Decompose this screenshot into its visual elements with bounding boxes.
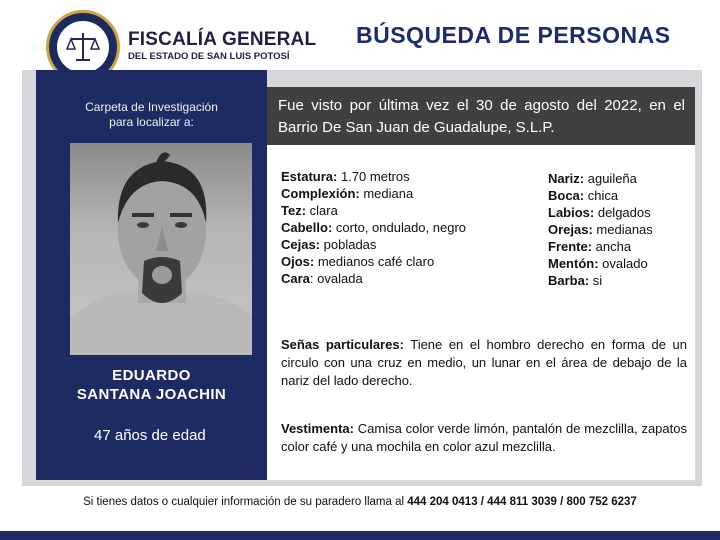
feature-label: Cejas: [281,237,321,252]
feature-value: 1.70 metros [337,169,410,184]
feature-label: Orejas: [548,222,593,237]
feature-label: Nariz: [548,171,585,186]
feature-row [281,168,466,185]
feature-row [281,185,466,202]
bottom-bar [0,531,720,540]
feature-label: Frente: [548,239,593,254]
feature-label: Tez: [281,203,307,218]
person-panel [36,70,267,480]
feature-row [548,255,653,272]
person-photo [70,143,252,355]
feature-value: chica [584,188,619,203]
feature-row [281,202,466,219]
feature-label: Complexión: [281,186,360,201]
carpeta-label [36,100,267,130]
feature-row [548,204,653,221]
feature-row [548,221,653,238]
feature-row [548,170,653,187]
person-age: 47 años de edad [94,427,206,444]
carpeta-line-2: para localizar a: [109,115,194,129]
feature-value: medianas [592,222,653,237]
person-name [36,366,267,404]
vestimenta-label: Vestimenta: [281,421,354,436]
brand [128,30,316,62]
feature-label: Barba: [548,273,590,288]
feature-value: aguileña [584,171,637,186]
features-right [548,170,653,289]
brand-title: FISCALÍA GENERAL [128,29,317,50]
feature-value: ancha [592,239,632,254]
footer-text: Si tienes datos o cualquier información de su paradero llama al [83,496,408,508]
feature-row [548,272,653,289]
person-name-line-2: SANTANA JOACHIN [76,386,227,403]
feature-label: Mentón: [548,256,599,271]
feature-value: ovalado [598,256,648,271]
feature-label: Estatura: [281,169,338,184]
feature-value: : ovalada [309,271,363,286]
feature-label: Boca: [548,188,585,203]
feature-value: si [589,273,603,288]
feature-label: Cabello: [281,220,333,235]
feature-row [548,187,653,204]
feature-value: mediana [359,186,414,201]
feature-value: clara [306,203,338,218]
vestimenta [281,420,687,456]
header [0,0,720,75]
brand-subtitle: DEL ESTADO DE SAN LUIS POTOSÍ [128,51,290,62]
feature-value: medianos café claro [314,254,435,269]
carpeta-line-1: Carpeta de Investigación [85,100,218,114]
page-title: BÚSQUEDA DE PERSONAS [356,22,671,48]
contact-footer [0,496,720,508]
feature-label: Cara [281,271,310,286]
phone-numbers: 444 204 0413 / 444 811 3039 / 800 752 6237 [407,496,637,508]
last-seen-box: Fue visto por última vez el 30 de agosto del 2022, en el Barrio De San Juan de Guadalupe, S.L.P. [267,87,695,145]
senas-particulares [281,336,687,390]
feature-row [281,219,466,236]
feature-row [281,270,466,287]
feature-row [281,236,466,253]
senas-label: Señas particulares: [281,337,404,352]
senas-text: Tiene en el hombro derecho en forma de un circulo con una cruz en medio, un lunar en el área de debajo de la nariz del lado derecho. [281,337,687,388]
feature-row [281,253,466,270]
feature-label: Ojos: [281,254,315,269]
feature-value: pobladas [320,237,377,252]
feature-row [548,238,653,255]
feature-value: corto, ondulado, negro [332,220,467,235]
person-name-line-1: EDUARDO [112,367,191,384]
feature-value: delgados [594,205,651,220]
features-left [281,168,466,287]
vestimenta-text: Camisa color verde limón, pantalón de mezclilla, zapatos color café y una mochila en color azul mezclilla. [281,421,687,454]
feature-label: Labios: [548,205,595,220]
